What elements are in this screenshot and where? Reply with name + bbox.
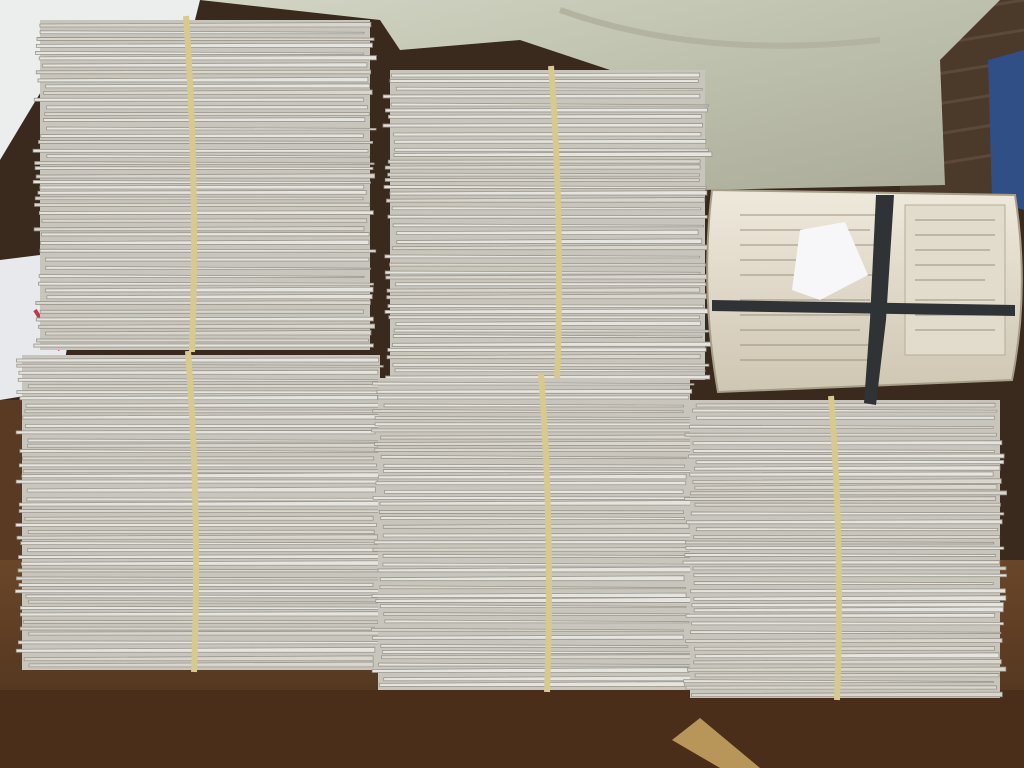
newspaper-sheet [692, 622, 1004, 625]
newspaper-sheet [372, 429, 694, 432]
newspaper-sheet [385, 178, 699, 181]
newspaper-sheet [396, 283, 706, 286]
newspaper-sheet [686, 686, 997, 689]
newspaper-sheet [28, 384, 384, 387]
newspaper-sheet [696, 416, 994, 419]
newspaper-sheet [375, 423, 692, 426]
newspaper-sheet [383, 94, 700, 98]
newspaper-sheet [23, 457, 374, 460]
newspaper-sheet [34, 98, 363, 101]
newspaper-sheet [385, 108, 707, 112]
newspaper-sheet [16, 358, 378, 362]
newspaper-sheet [394, 139, 705, 143]
newspaper-sheet [696, 403, 995, 407]
newspaper-sheet [389, 316, 700, 319]
newspaper-sheet [694, 646, 994, 650]
newspaper-sheet [17, 391, 383, 394]
newspaper-sheet [694, 535, 1000, 538]
newspaper-sheet [40, 310, 363, 313]
bundle-top-middle [383, 66, 712, 382]
newspaper-sheet [388, 115, 701, 119]
newspaper-sheet [45, 112, 370, 115]
newspaper-sheet [685, 497, 996, 501]
newspaper-sheet [27, 548, 382, 552]
newspaper-sheet [33, 149, 368, 152]
newspaper-sheet [35, 167, 373, 170]
newspaper-sheet [18, 641, 383, 644]
newspaper-sheet [37, 37, 374, 40]
newspaper-sheet [39, 211, 373, 215]
newspaper-sheet [379, 510, 683, 513]
newspaper-sheet [39, 140, 373, 143]
newspaper-sheet [392, 73, 700, 77]
newspaper-sheet [41, 134, 364, 138]
newspaper-sheet [23, 620, 378, 623]
newspaper-sheet [686, 520, 1002, 524]
newspaper-sheet [36, 301, 371, 305]
newspaper-sheet [37, 339, 369, 342]
bundle-top-left [33, 16, 376, 352]
newspaper-sheet [29, 631, 382, 635]
newspaper-sheet [383, 469, 692, 472]
newspaper-sheet [688, 454, 1004, 458]
newspaper-sheet [38, 190, 366, 194]
newspaper-sheet [19, 555, 384, 559]
newspaper-sheet [388, 305, 704, 308]
newspaper-sheet [41, 232, 369, 235]
newspaper-sheet [694, 574, 1007, 577]
newspaper-sheet [383, 534, 694, 537]
newspaper-sheet [696, 460, 1004, 463]
newspaper-sheet [378, 396, 689, 399]
newspaper-sheet [374, 541, 686, 544]
newspaper-sheet [373, 496, 690, 499]
newspaper-sheet [40, 249, 376, 252]
newspaper-sheet [381, 516, 685, 519]
newspaper-sheet [25, 424, 380, 427]
newspaper-sheet [696, 528, 997, 531]
newspaper-sheet [686, 546, 1004, 549]
newspaper-sheet [695, 673, 999, 676]
newspaper-sheet [36, 70, 370, 74]
newspaper-sheet [26, 403, 383, 407]
newspaper-sheet [390, 79, 698, 82]
newspaper-sheet [388, 348, 706, 352]
newspaper-sheet [19, 370, 378, 374]
newspaper-sheet [695, 503, 1000, 506]
newspaper-sheet [35, 203, 370, 206]
newspaper-sheet [18, 569, 384, 572]
newspaper-sheet [380, 435, 690, 439]
newspaper-sheet [35, 197, 363, 200]
newspaper-sheet [45, 84, 369, 88]
newspaper-sheet [690, 491, 1006, 495]
newspaper-sheet [691, 589, 1006, 593]
newspaper-sheet [45, 258, 368, 261]
newspaper-sheet [26, 595, 379, 598]
blue-bag [988, 50, 1024, 210]
newspaper-sheet [25, 516, 373, 520]
newspaper-sheet [19, 510, 386, 513]
newspaper-sheet [383, 123, 702, 127]
newspaper-sheet [388, 173, 700, 176]
newspaper-sheet [381, 655, 693, 659]
newspaper-sheet [36, 317, 373, 321]
newspaper-sheet [25, 410, 387, 413]
bundle-bottom-middle [371, 374, 696, 692]
newspaper-sheet [375, 448, 697, 451]
newspaper-sheet [691, 512, 1003, 515]
newspaper-sheet [42, 219, 367, 223]
folded-bundle [707, 190, 1022, 405]
newspaper-sheet [27, 443, 377, 447]
newspaper-sheet [20, 606, 385, 609]
bundle-bottom-right [683, 396, 1007, 700]
newspaper-sheet [27, 498, 384, 501]
newspaper-sheet [40, 185, 364, 189]
newspaper-sheet [693, 567, 1006, 570]
newspaper-sheet [686, 639, 1002, 643]
newspaper-sheet [385, 490, 684, 493]
bundle-bottom-left [15, 351, 386, 672]
newspaper-sheet [395, 148, 709, 151]
newspaper-sheet [373, 548, 694, 552]
newspaper-sheet [34, 344, 374, 347]
floor-front-edge [0, 690, 1024, 768]
newspaper-sheet [393, 363, 709, 366]
newspaper-sheet [19, 464, 376, 467]
newspaper-sheet [685, 433, 996, 436]
newspaper-sheet [377, 389, 692, 393]
newspaper-sheet [390, 263, 706, 266]
newspaper-sheet [28, 530, 374, 534]
newspaper-sheet [376, 481, 686, 485]
newspaper-sheet [693, 441, 1002, 445]
newspaper-sheet [394, 132, 701, 136]
newspaper-sheet [23, 470, 382, 473]
newspaper-sheet [43, 118, 364, 122]
newspaper-sheet [388, 215, 707, 218]
newspaper-sheet [388, 160, 700, 164]
newspaper-sheet [46, 106, 367, 109]
newspaper-sheet [384, 464, 685, 467]
